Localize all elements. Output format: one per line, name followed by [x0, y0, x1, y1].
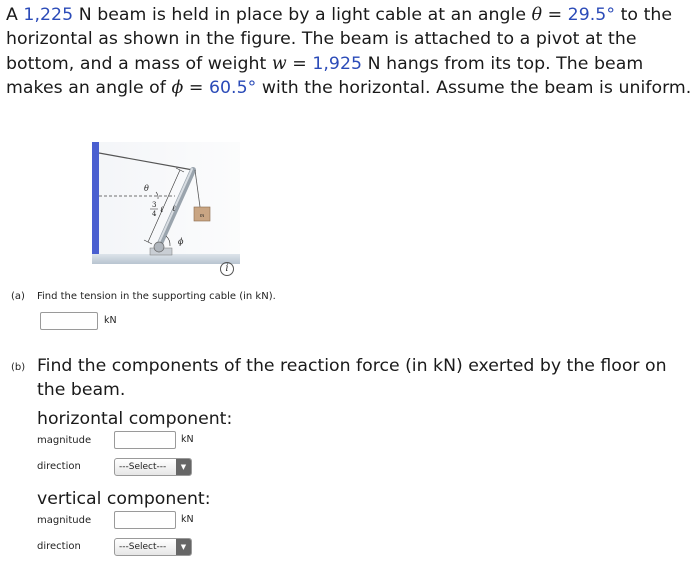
part-a-text: Find the tension in the supporting cable (in kN).	[36, 291, 276, 302]
mass-weight-value: 1,925	[312, 53, 363, 74]
vertical-direction-select[interactable]	[114, 538, 192, 556]
tension-unit: kN	[104, 315, 117, 326]
part-b-question: Find the components of the reaction force (in kN) exerted by the floor on the beam.	[37, 356, 667, 400]
vertical-unit: kN	[181, 514, 194, 525]
wall-face	[99, 142, 240, 257]
ell-label-beam: ℓ	[172, 204, 176, 213]
vertical-magnitude-label: magnitude	[37, 515, 92, 526]
dropdown-arrow-icon: ▼	[176, 459, 191, 475]
text-segment: N beam is held in place by a light cable at an angle	[73, 5, 532, 25]
vertical-magnitude-input[interactable]	[114, 511, 176, 529]
horizontal-component-title: horizontal component:	[37, 409, 233, 429]
phi-symbol: ϕ	[171, 78, 184, 99]
theta-value: 29.5°	[567, 5, 616, 25]
tension-input[interactable]	[40, 312, 98, 330]
select-value: ---Select---	[119, 462, 167, 472]
problem-statement	[6, 3, 692, 101]
floor	[92, 254, 240, 264]
w-symbol: w	[271, 53, 287, 74]
part-a-question	[11, 291, 276, 302]
theta-label: θ	[144, 184, 149, 193]
info-icon[interactable]: i	[220, 262, 234, 276]
horizontal-direction-select[interactable]	[114, 458, 192, 476]
part-a-letter: (a)	[11, 291, 25, 302]
text-segment: to the horizontal as shown in the figure. The beam is attached to a pivot at the bottom, and a mass of weight	[6, 5, 673, 74]
text-segment: with the horizontal. Assume the beam is uniform.	[256, 78, 692, 99]
text-segment: =	[183, 78, 209, 99]
select-value: ---Select---	[119, 542, 167, 552]
horizontal-magnitude-label: magnitude	[37, 435, 92, 446]
vertical-component-title: vertical component:	[37, 489, 211, 509]
pivot	[154, 242, 164, 252]
phi-value: 60.5°	[208, 78, 257, 99]
mass-label: m	[199, 213, 205, 219]
text-segment: N hangs from its top. The beam makes an angle of	[6, 53, 644, 99]
text-segment: =	[286, 53, 313, 74]
beam-figure	[70, 140, 240, 285]
fraction-numerator: 3	[152, 201, 157, 209]
text-segment: A	[6, 5, 24, 25]
theta-symbol: θ	[531, 5, 543, 25]
horizontal-magnitude-input[interactable]	[114, 431, 176, 449]
text-segment: =	[542, 5, 568, 25]
beam-weight-value: 1,225	[23, 5, 74, 25]
part-b-letter: (b)	[11, 362, 26, 373]
vertical-direction-label: direction	[37, 541, 81, 552]
dropdown-arrow-icon: ▼	[176, 539, 191, 555]
ell-label: ℓ	[160, 205, 164, 214]
horizontal-direction-label: direction	[37, 461, 81, 472]
horizontal-unit: kN	[181, 434, 194, 445]
fraction-denominator: 4	[152, 210, 157, 218]
phi-label: ϕ	[178, 237, 184, 246]
wall	[92, 142, 99, 257]
